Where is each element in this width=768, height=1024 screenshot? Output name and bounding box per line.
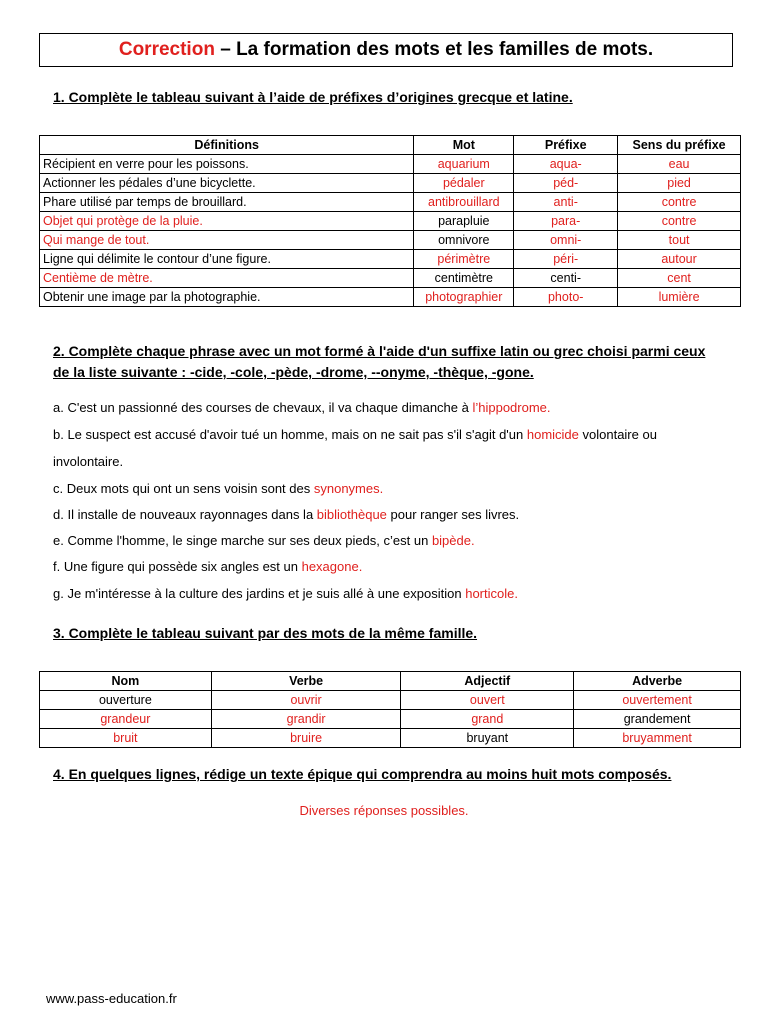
table-row [40, 288, 741, 307]
col-adverbe: Adverbe [574, 672, 741, 691]
table-row [40, 231, 741, 250]
q1-heading: 1. Complète le tableau suivant à l’aide de préfixes d’origines grecque et latine. [53, 89, 573, 105]
table-row [40, 691, 741, 710]
exercise-b: b. Le suspect est accusé d'avoir tué un homme, mais on ne sait pas s'il s'agit d'un homicide volontaire ou [53, 427, 657, 442]
adjectif-cell: grand [401, 710, 574, 729]
exercise-a: a. C'est un passionné des courses de chevaux, il va chaque dimanche à l’hippodrome. [53, 400, 551, 415]
sens-cell: tout [618, 231, 741, 250]
sens-cell: eau [618, 155, 741, 174]
adjectif-cell: ouvert [401, 691, 574, 710]
exercise-g: g. Je m'intéresse à la culture des jardins et je suis allé à une exposition horticole. [53, 586, 518, 601]
title-correction: Correction [118, 39, 215, 60]
prefixe-cell: aqua- [514, 155, 618, 174]
answer-d: bibliothèque [316, 507, 387, 522]
definition-cell: Objet qui protège de la pluie. [40, 212, 414, 231]
footer-url: www.pass-education.fr [46, 991, 177, 1006]
nom-cell: ouverture [40, 691, 212, 710]
sens-cell: pied [618, 174, 741, 193]
sens-cell: autour [618, 250, 741, 269]
table-row [40, 174, 741, 193]
exercise-b-line2: involontaire. [53, 454, 124, 469]
mot-cell: périmètre [414, 250, 514, 269]
col-verbe: Verbe [211, 672, 401, 691]
exercise-d: d. Il installe de nouveaux rayonnages dans la bibliothèque pour ranger ses livres. [53, 507, 520, 522]
mot-cell: photographier [414, 288, 514, 307]
prefix-table [39, 135, 741, 307]
title-text: La formation des mots et les familles de mots. [236, 39, 654, 60]
definition-cell: Récipient en verre pour les poissons. [40, 155, 414, 174]
mot-cell: centimètre [414, 269, 514, 288]
adverbe-cell: grandement [574, 710, 741, 729]
col-prefixe: Préfixe [514, 136, 618, 155]
verbe-cell: bruire [211, 729, 401, 748]
table-row [40, 729, 741, 748]
q4-heading: 4. En quelques lignes, rédige un texte épique qui comprendra au moins huit mots composés. [53, 766, 672, 782]
sens-cell: contre [618, 193, 741, 212]
definition-cell: Qui mange de tout. [40, 231, 414, 250]
answer-c: synonymes. [313, 481, 384, 496]
adverbe-cell: bruyamment [574, 729, 741, 748]
answer-f: hexagone. [301, 559, 363, 574]
definition-cell: Ligne qui délimite le contour d’une figure. [40, 250, 414, 269]
col-adjectif: Adjectif [401, 672, 574, 691]
nom-cell: grandeur [40, 710, 212, 729]
exercise-e: e. Comme l'homme, le singe marche sur ses deux pieds, c’est un bipède. [53, 533, 475, 548]
answer-b: homicide [526, 427, 579, 442]
table-row [40, 212, 741, 231]
prefixe-cell: péd- [514, 174, 618, 193]
mot-cell: omnivore [414, 231, 514, 250]
family-table [39, 671, 741, 748]
table-row [40, 155, 741, 174]
prefixe-cell: anti- [514, 193, 618, 212]
nom-cell: bruit [40, 729, 212, 748]
table-row [40, 250, 741, 269]
adverbe-cell: ouvertement [574, 691, 741, 710]
verbe-cell: grandir [211, 710, 401, 729]
definition-cell: Phare utilisé par temps de brouillard. [40, 193, 414, 212]
definition-cell: Obtenir une image par la photographie. [40, 288, 414, 307]
definition-cell: Centième de mètre. [40, 269, 414, 288]
title-box [39, 33, 733, 67]
table-row [40, 710, 741, 729]
mot-cell: parapluie [414, 212, 514, 231]
col-definitions: Définitions [40, 136, 414, 155]
adjectif-cell: bruyant [401, 729, 574, 748]
prefixe-cell: para- [514, 212, 618, 231]
sens-cell: contre [618, 212, 741, 231]
verbe-cell: ouvrir [211, 691, 401, 710]
q4-answer: Diverses réponses possibles. [299, 803, 469, 818]
mot-cell: pédaler [414, 174, 514, 193]
title-dash: – [214, 39, 237, 60]
answer-a: l’hippodrome. [472, 400, 551, 415]
mot-cell: aquarium [414, 155, 514, 174]
prefixe-cell: photo- [514, 288, 618, 307]
exercise-c: c. Deux mots qui ont un sens voisin sont des synonymes. [53, 481, 384, 496]
q2-heading-line1: 2. Complète chaque phrase avec un mot formé à l'aide d'un suffixe latin ou grec choisi parmi ceux [53, 343, 706, 359]
col-sens: Sens du préfixe [618, 136, 741, 155]
col-mot: Mot [414, 136, 514, 155]
answer-e: bipède. [431, 533, 475, 548]
table-row [40, 193, 741, 212]
q2-heading-line2: de la liste suivante : -cide, -cole, -pède, -drome, --onyme, -thèque, -gone. [53, 364, 534, 380]
sens-cell: lumière [618, 288, 741, 307]
answer-g: horticole. [465, 586, 518, 601]
prefixe-cell: centi- [514, 269, 618, 288]
prefixe-cell: omni- [514, 231, 618, 250]
table-row [40, 269, 741, 288]
prefixe-cell: péri- [514, 250, 618, 269]
sens-cell: cent [618, 269, 741, 288]
definition-cell: Actionner les pédales d’une bicyclette. [40, 174, 414, 193]
mot-cell: antibrouillard [414, 193, 514, 212]
q3-heading: 3. Complète le tableau suivant par des mots de la même famille. [53, 625, 478, 641]
exercise-f: f. Une figure qui possède six angles est un hexagone. [53, 559, 363, 574]
col-nom: Nom [40, 672, 212, 691]
